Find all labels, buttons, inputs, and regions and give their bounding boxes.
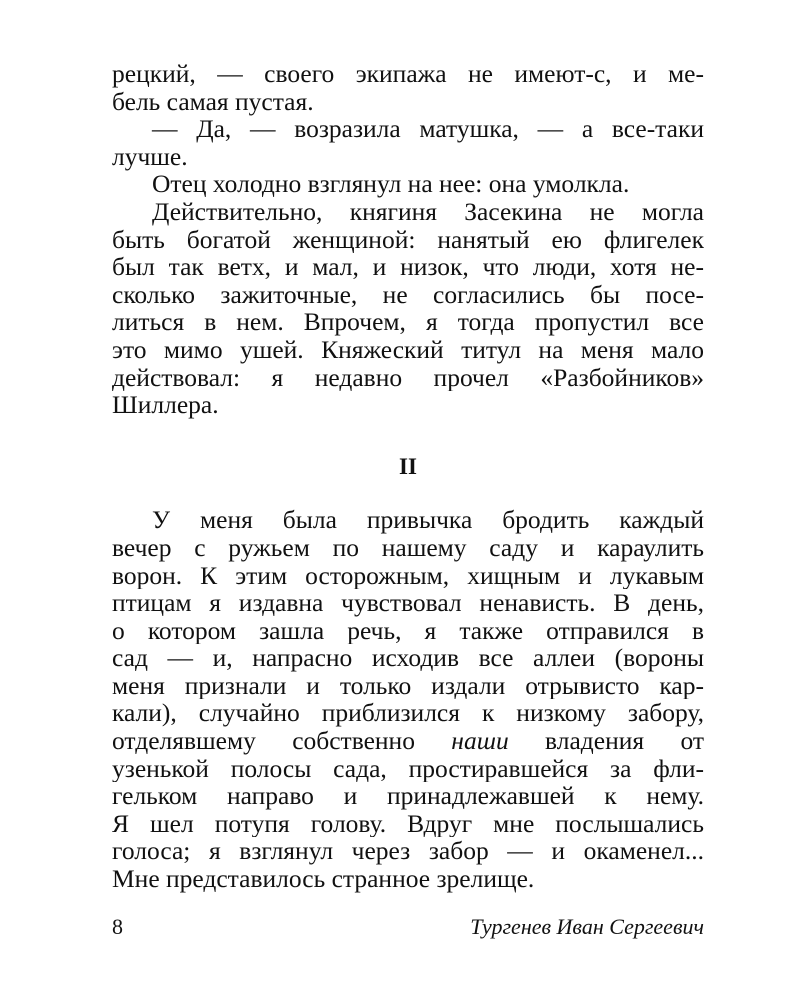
text-line: действовал: я недавно прочел «Разбойников» xyxy=(112,363,704,392)
text-fragment: отделявшему собственно xyxy=(112,727,452,755)
text-fragment: владения от xyxy=(508,727,704,755)
text-line: Мне представилось странное зрелище. xyxy=(112,864,535,894)
text-line: вечер с ружьем по нашему саду и караулить xyxy=(112,533,704,562)
text-line: голоса; я взглянул через забор — и окаменел... xyxy=(112,837,704,866)
text-line: бель самая пустая. xyxy=(112,86,314,116)
running-title: Тургенев Иван Сергеевич xyxy=(470,914,704,939)
italic-word: наши xyxy=(451,727,509,755)
text-line: Шиллера. xyxy=(112,390,219,420)
text-line: был так ветх, и мал, и низок, что люди, хотя не- xyxy=(112,253,704,281)
page-footer xyxy=(112,914,704,942)
text-line: Действительно, княгиня Засекина не могла xyxy=(152,197,704,226)
text-line: Отец холодно взглянул на нее: она умолкла. xyxy=(152,169,630,199)
page-number: 8 xyxy=(112,914,123,939)
text-line: лучше. xyxy=(112,141,188,171)
text-line: ворон. К этим осторожным, хищным и лукавым xyxy=(112,561,704,590)
text-line: гельком направо и принадлежавшей к нему. xyxy=(112,782,704,810)
text-line: меня признали и только издали отрывисто кар- xyxy=(112,671,704,700)
text-line: это мимо ушей. Княжеский титул на меня мало xyxy=(112,335,704,364)
text-line: — Да, — возразила матушка, — а все-таки xyxy=(152,115,704,143)
text-line: узенькой полосы сада, простиравшейся за фли- xyxy=(112,754,704,783)
text-line: рецкий, — своего экипажа не имеют-с, и ме- xyxy=(112,60,704,88)
chapter-heading: II xyxy=(399,453,417,479)
text-line: сколько зажиточные, не согласились бы посе- xyxy=(112,280,704,309)
text-line: сад — и, напрасно исходив все аллеи (вороны xyxy=(112,644,704,672)
text-line: Я шел потупя голову. Вдруг мне послышались xyxy=(112,809,704,838)
page-body xyxy=(112,60,704,893)
text-line: У меня была привычка бродить каждый xyxy=(152,506,704,534)
text-line: кали), случайно приблизился к низкому забору, xyxy=(112,699,704,728)
text-line: птицам я издавна чувствовал ненависть. В день, xyxy=(112,589,704,617)
text-line: о котором зашла речь, я также отправился в xyxy=(112,616,704,645)
text-line xyxy=(112,727,704,755)
text-line: быть богатой женщиной: нанятый ею флигелек xyxy=(112,225,704,254)
text-line: литься в нем. Впрочем, я тогда пропустил все xyxy=(112,308,704,336)
